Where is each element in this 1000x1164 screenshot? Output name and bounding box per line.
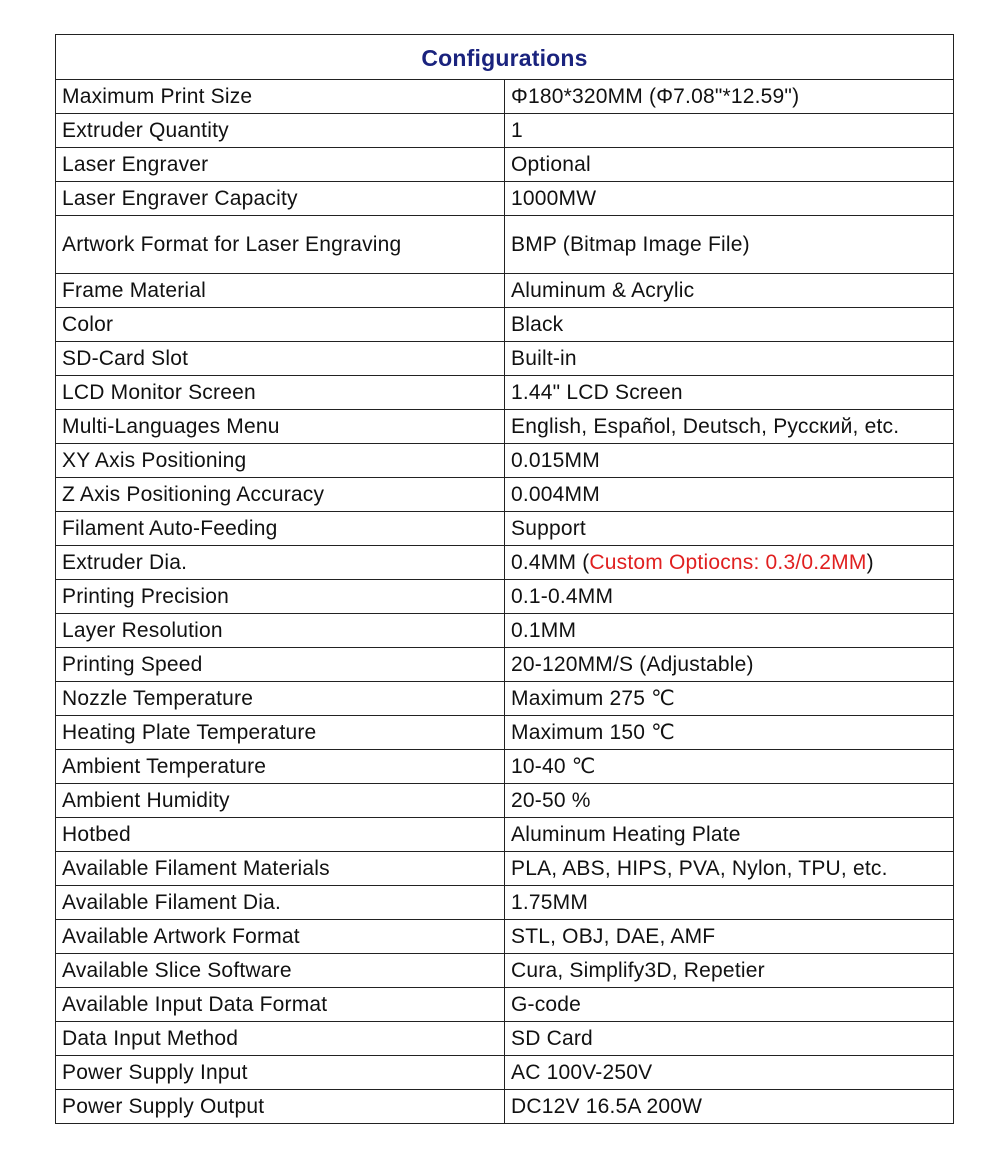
spec-value: English, Español, Deutsch, Русский, etc. <box>505 410 954 444</box>
spec-label: LCD Monitor Screen <box>56 376 505 410</box>
spec-label: Heating Plate Temperature <box>56 716 505 750</box>
spec-label: Maximum Print Size <box>56 80 505 114</box>
spec-value: 0.1MM <box>505 614 954 648</box>
spec-label: Ambient Humidity <box>56 784 505 818</box>
spec-value: Built-in <box>505 342 954 376</box>
spec-value: Optional <box>505 148 954 182</box>
spec-value: Φ180*320MM (Φ7.08"*12.59") <box>505 80 954 114</box>
table-row <box>56 342 954 376</box>
spec-value: 1 <box>505 114 954 148</box>
table-row <box>56 920 954 954</box>
spec-label: Available Filament Dia. <box>56 886 505 920</box>
spec-label: Printing Precision <box>56 580 505 614</box>
table-row <box>56 1022 954 1056</box>
spec-label: Power Supply Input <box>56 1056 505 1090</box>
spec-value-suffix: ) <box>866 551 874 574</box>
spec-value: STL, OBJ, DAE, AMF <box>505 920 954 954</box>
spec-value: G-code <box>505 988 954 1022</box>
table-row <box>56 682 954 716</box>
table-row <box>56 80 954 114</box>
spec-label: Frame Material <box>56 274 505 308</box>
spec-value: 20-50 % <box>505 784 954 818</box>
spec-label: Power Supply Output <box>56 1090 505 1124</box>
spec-label: Hotbed <box>56 818 505 852</box>
spec-value: 1.44" LCD Screen <box>505 376 954 410</box>
spec-value: DC12V 16.5A 200W <box>505 1090 954 1124</box>
table-row <box>56 750 954 784</box>
table-row <box>56 1056 954 1090</box>
table-row <box>56 784 954 818</box>
spec-value: 20-120MM/S (Adjustable) <box>505 648 954 682</box>
spec-label: Data Input Method <box>56 1022 505 1056</box>
spec-value: SD Card <box>505 1022 954 1056</box>
spec-label: Available Slice Software <box>56 954 505 988</box>
spec-value: 0.004MM <box>505 478 954 512</box>
spec-label: Extruder Dia. <box>56 546 505 580</box>
spec-value <box>505 546 954 580</box>
table-row <box>56 216 954 274</box>
table-row <box>56 512 954 546</box>
spec-value: 0.1-0.4MM <box>505 580 954 614</box>
spec-label: Ambient Temperature <box>56 750 505 784</box>
spec-value: AC 100V-250V <box>505 1056 954 1090</box>
spec-label: Layer Resolution <box>56 614 505 648</box>
spec-label: SD-Card Slot <box>56 342 505 376</box>
spec-label: Available Input Data Format <box>56 988 505 1022</box>
spec-label: Laser Engraver <box>56 148 505 182</box>
table-row <box>56 648 954 682</box>
spec-value: Maximum 275 ℃ <box>505 682 954 716</box>
spec-value: Aluminum & Acrylic <box>505 274 954 308</box>
table-row <box>56 716 954 750</box>
spec-label: Printing Speed <box>56 648 505 682</box>
table-title: Configurations <box>56 35 954 80</box>
table-row <box>56 580 954 614</box>
spec-value: BMP (Bitmap Image File) <box>505 216 954 274</box>
spec-label: XY Axis Positioning <box>56 444 505 478</box>
spec-value: Maximum 150 ℃ <box>505 716 954 750</box>
spec-value: Aluminum Heating Plate <box>505 818 954 852</box>
table-row <box>56 444 954 478</box>
table-row <box>56 886 954 920</box>
table-row <box>56 614 954 648</box>
table-row <box>56 376 954 410</box>
spec-label: Available Filament Materials <box>56 852 505 886</box>
table-row <box>56 1090 954 1124</box>
spec-value: 10-40 ℃ <box>505 750 954 784</box>
spec-value: Support <box>505 512 954 546</box>
spec-value: Black <box>505 308 954 342</box>
table-row <box>56 988 954 1022</box>
table-row <box>56 182 954 216</box>
spec-value-prefix: 0.4MM ( <box>511 551 590 574</box>
table-row <box>56 148 954 182</box>
spec-label: Color <box>56 308 505 342</box>
spec-label: Nozzle Temperature <box>56 682 505 716</box>
spec-value: Cura, Simplify3D, Repetier <box>505 954 954 988</box>
spec-label: Available Artwork Format <box>56 920 505 954</box>
spec-value: 1000MW <box>505 182 954 216</box>
custom-options-note: Custom Optiocns: 0.3/0.2MM <box>589 551 867 574</box>
spec-value: PLA, ABS, HIPS, PVA, Nylon, TPU, etc. <box>505 852 954 886</box>
spec-label: Filament Auto-Feeding <box>56 512 505 546</box>
table-row <box>56 954 954 988</box>
spec-label: Z Axis Positioning Accuracy <box>56 478 505 512</box>
table-row <box>56 818 954 852</box>
spec-label: Artwork Format for Laser Engraving <box>56 216 505 274</box>
table-row <box>56 410 954 444</box>
table-row <box>56 852 954 886</box>
table-row <box>56 308 954 342</box>
table-row <box>56 114 954 148</box>
table-row <box>56 274 954 308</box>
spec-value: 1.75MM <box>505 886 954 920</box>
spec-value: 0.015MM <box>505 444 954 478</box>
spec-label: Extruder Quantity <box>56 114 505 148</box>
table-row <box>56 546 954 580</box>
title-row <box>56 35 954 80</box>
configurations-table <box>55 34 954 1124</box>
spec-label: Multi-Languages Menu <box>56 410 505 444</box>
table-row <box>56 478 954 512</box>
spec-label: Laser Engraver Capacity <box>56 182 505 216</box>
